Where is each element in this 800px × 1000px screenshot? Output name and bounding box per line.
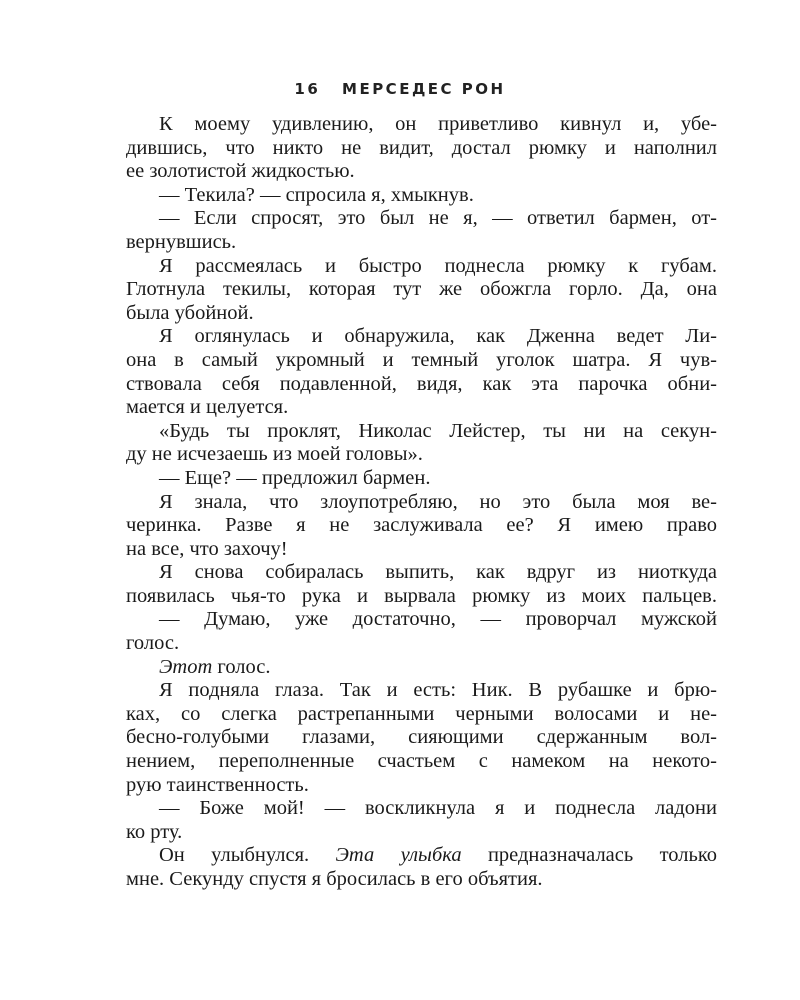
text-segment: ее золотистой жидкостью.: [126, 160, 355, 183]
text-segment: появилась чья-то рука и вырвала рюмку из моих пальцев.: [126, 584, 717, 607]
text-line: [126, 868, 717, 892]
text-segment: голос.: [212, 655, 271, 678]
text-line: [126, 797, 717, 821]
text-line: [126, 396, 717, 420]
text-line: [126, 207, 717, 231]
text-line: [126, 608, 717, 632]
text-line: [126, 538, 717, 562]
text-segment: — Текила? — спросила я, хмыкнув.: [159, 183, 474, 206]
text-segment: мается и целуется.: [126, 396, 289, 419]
text-segment: вернувшись.: [126, 230, 237, 253]
text-line: [126, 160, 717, 184]
text-segment: нением, переполненные счастьем с намеком на некото-: [126, 750, 717, 773]
text-line: [126, 561, 717, 585]
text-line: [126, 420, 717, 444]
text-line: [126, 325, 717, 349]
italic-segment: Эта улыбка: [335, 844, 462, 867]
text-line: [126, 774, 717, 798]
text-segment: — Если спросят, это был не я, — ответил бармен, от-: [159, 207, 717, 230]
text-segment: черинка. Разве я не заслуживала ее? Я имею право: [126, 514, 717, 537]
text-line: [126, 137, 717, 161]
text-segment: — Думаю, уже достаточно, — проворчал мужской: [159, 608, 717, 631]
text-line: [126, 632, 717, 656]
text-line: [126, 231, 717, 255]
text-segment: Глотнула текилы, которая тут же обожгла горло. Да, она: [126, 278, 717, 301]
text-segment: предназначалась только: [461, 844, 717, 867]
text-line: [126, 184, 717, 208]
text-segment: ках, со слегка растрепанными черными волосами и не-: [126, 702, 717, 725]
text-segment: была убойной.: [126, 301, 254, 324]
text-segment: «Будь ты проклят, Николас Лейстер, ты ни на секун-: [159, 419, 717, 442]
text-line: [126, 349, 717, 373]
text-line: [126, 373, 717, 397]
text-segment: голос.: [126, 632, 180, 655]
running-title: МЕРСЕДЕС РОН: [342, 80, 506, 98]
text-line: [126, 467, 717, 491]
text-line: [126, 821, 717, 845]
text-segment: дившись, что никто не видит, достал рюмку и наполнил: [126, 136, 717, 159]
text-segment: она в самый укромный и темный уголок шатра. Я чув-: [126, 348, 717, 371]
text-segment: — Боже мой! — воскликнула я и поднесла ладони: [159, 797, 717, 820]
text-line: [126, 844, 717, 868]
text-line: [126, 113, 717, 137]
page-number: 16: [294, 80, 321, 98]
text-line: [126, 302, 717, 326]
body-text: [126, 113, 717, 892]
text-segment: бесно-голубыми глазами, сияющими сдержанным вол-: [126, 726, 717, 749]
text-segment: на все, что захочу!: [126, 537, 288, 560]
text-segment: Я снова собиралась выпить, как вдруг из ниоткуда: [159, 561, 717, 584]
text-segment: мне. Секунду спустя я бросилась в его объятия.: [126, 868, 543, 890]
text-segment: Я подняла глаза. Так и есть: Ник. В рубашке и брю-: [159, 679, 717, 702]
text-segment: К моему удивлению, он приветливо кивнул и, убе-: [159, 113, 717, 135]
text-segment: Я знала, что злоупотребляю, но это была моя ве-: [159, 490, 717, 513]
text-segment: Он улыбнулся.: [159, 844, 336, 867]
text-segment: Я оглянулась и обнаружила, как Дженна ведет Ли-: [159, 325, 717, 348]
text-segment: Я рассмеялась и быстро поднесла рюмку к губам.: [159, 254, 717, 277]
text-line: [126, 514, 717, 538]
text-segment: ду не исчезаешь из моей головы».: [126, 443, 423, 466]
text-line: [126, 443, 717, 467]
text-segment: рую таинственность.: [126, 773, 309, 796]
text-line: [126, 656, 717, 680]
text-segment: ствовала себя подавленной, видя, как эта парочка обни-: [126, 372, 717, 395]
text-line: [126, 679, 717, 703]
text-line: [126, 726, 717, 750]
italic-segment: Этот: [159, 655, 213, 678]
text-line: [126, 491, 717, 515]
text-line: [126, 255, 717, 279]
text-segment: — Еще? — предложил бармен.: [159, 466, 431, 489]
text-line: [126, 750, 717, 774]
running-head: [0, 80, 800, 98]
text-line: [126, 278, 717, 302]
text-line: [126, 585, 717, 609]
text-segment: ко рту.: [126, 820, 183, 843]
text-line: [126, 703, 717, 727]
